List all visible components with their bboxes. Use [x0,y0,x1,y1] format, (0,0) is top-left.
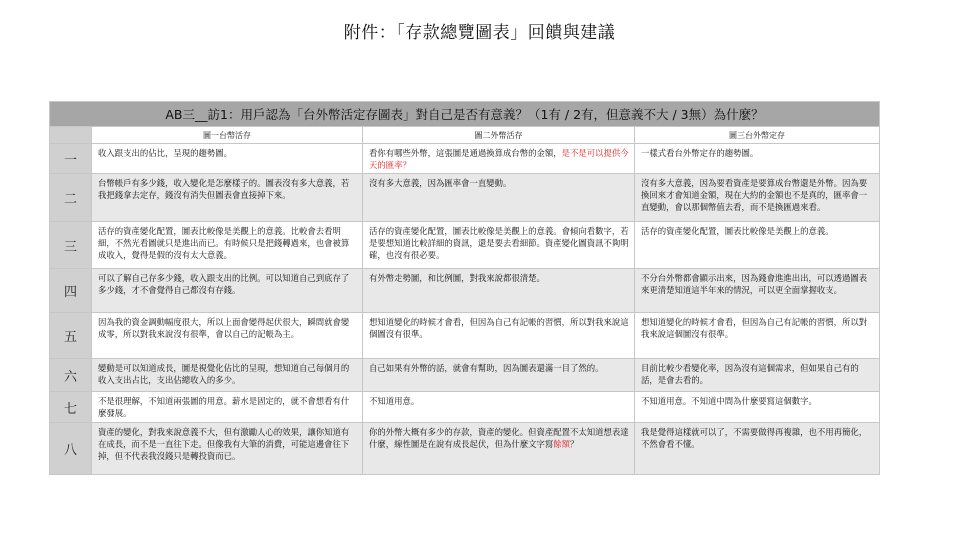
table-row [50,174,880,222]
cell-chart1: 變動是可以知道成長，圖是視覺化佔比的呈現，想知道自己每個月的收入支出占比，支出佔總收入的多少。 [92,359,363,392]
column-header-row [50,127,880,144]
cell-chart2: 沒有多大意義，因為匯率會一直變動。 [363,174,635,222]
cell-chart3: 我是覺得這樣就可以了，不需要做得再複雜，也不用再簡化，不然會看不懂。 [635,423,880,475]
cell-chart2 [363,423,635,475]
feedback-table [49,101,880,475]
highlight-text: 餘額 [553,439,570,449]
column-header-chart1: 圖一台幣活存 [92,127,363,144]
row-number: 三 [50,222,92,269]
cell-chart3: 想知道變化的時候才會看，但因為自己有記帳的習慣，所以對我來說這個圖沒有很準。 [635,313,880,359]
cell-chart2: 不知道用意。 [363,392,635,423]
row-number: 八 [50,423,92,475]
row-number: 四 [50,269,92,313]
cell-chart2: 想知道變化的時候才會看，但因為自己有記帳的習慣，所以對我來說這個圖沒有很準。 [363,313,635,359]
cell-chart1: 收入跟支出的佔比，呈現的趨勢圖。 [92,144,363,174]
cell-text-end: ？ [570,439,579,449]
cell-chart3: 沒有多大意義，因為要看資產是要算成台幣還是外幣。因為要換回來才會知道金額，現在大約的金額也不是真的，匯率會一直變動，會以那個幣值去看，而不是換匯過來看。 [635,174,880,222]
cell-chart3: 不知道用意。不知道中間為什麼要寫這個數字。 [635,392,880,423]
cell-text: 看你有哪些外幣，這張圖是通過換算成台幣的金額， [369,148,562,158]
feedback-table-container [49,101,879,475]
table-row [50,269,880,313]
cell-text: 你的外幣大概有多少的存款，資產的變化。但資產配置不太知道想表達什麼，線性圖是在說有成長起伏，但為什麼文字寫 [369,427,629,449]
table-row [50,359,880,392]
cell-chart1: 因為我的資金調動幅度很大，所以上面會變得起伏很大，瞬間就會變成零，所以對我來說沒有很準，會以自己的記帳為主。 [92,313,363,359]
table-header: AB三__訪1：用戶認為「台外幣活定存圖表」對自己是否有意義？（1有 / 2有，但意義不大 / 3無）為什麼？ [50,102,880,127]
column-header-chart2: 圖二外幣活存 [363,127,635,144]
table-row [50,222,880,269]
cell-chart2: 有外幣走勢圖，和比例圖，對我來說都很清楚。 [363,269,635,313]
cell-chart1: 活存的資產變化配置，圖表比較像是美觀上的意義。比較會去看明細，不然光看圖就只是進出而已。有時候只是把錢轉過來，也會被算成收入，覺得是假的沒有太大意義。 [92,222,363,269]
cell-chart3: 不分台外幣都會顯示出來，因為錢會進進出出，可以透過圖表來更清楚知道這半年來的情況，可以更全面掌握收支。 [635,269,880,313]
highlight-text: 是不是可以提供今天的匯率？ [369,148,629,170]
cell-chart2: 自己如果有外幣的話，就會有幫助，因為圖表還滿一目了然的。 [363,359,635,392]
row-number: 一 [50,144,92,174]
table-header-row [50,102,880,127]
row-number: 二 [50,174,92,222]
cell-chart1: 資產的變化，對我來說意義不大，但有激勵人心的效果，讓你知道有在成長，而不是一直往下走。但像我有大筆的消費，可能這邊會往下掉，但不代表我沒錢只是轉投資而已。 [92,423,363,475]
column-header-chart3: 圖三台外幣定存 [635,127,880,144]
cell-chart1: 可以了解自己存多少錢，收入跟支出的比例。可以知道自己到底存了多少錢，才不會覺得自己都沒有存錢。 [92,269,363,313]
row-number: 七 [50,392,92,423]
cell-chart2: 活存的資產變化配置，圖表比較像是美觀上的意義。會傾向看數字，若是要想知道比較詳細的資訊，還是要去看細節。資產變化圖資訊不夠明確，也沒有很必要。 [363,222,635,269]
table-row [50,313,880,359]
cell-chart3: 活存的資產變化配置，圖表比較像是美觀上的意義。 [635,222,880,269]
row-number: 六 [50,359,92,392]
cell-chart3: 目前比較少看變化率，因為沒有這個需求，但如果自己有的話，是會去看的。 [635,359,880,392]
cell-chart1: 台幣帳戶有多少錢，收入變化是怎麼樣子的。圖表沒有多大意義，若我把錢拿去定存，錢沒有消失但圖表會直接掉下來。 [92,174,363,222]
corner-cell [50,127,92,144]
table-row [50,423,880,475]
table-row [50,144,880,174]
row-number: 五 [50,313,92,359]
cell-chart3: 一樣式看台外幣定存的趨勢圖。 [635,144,880,174]
cell-chart2 [363,144,635,174]
cell-chart1: 不是很理解，不知道兩張圖的用意。薪水是固定的，就不會想看有什麼發展。 [92,392,363,423]
page-title: 附件：「存款總覽圖表」回饋與建議 [343,23,616,43]
table-row [50,392,880,423]
